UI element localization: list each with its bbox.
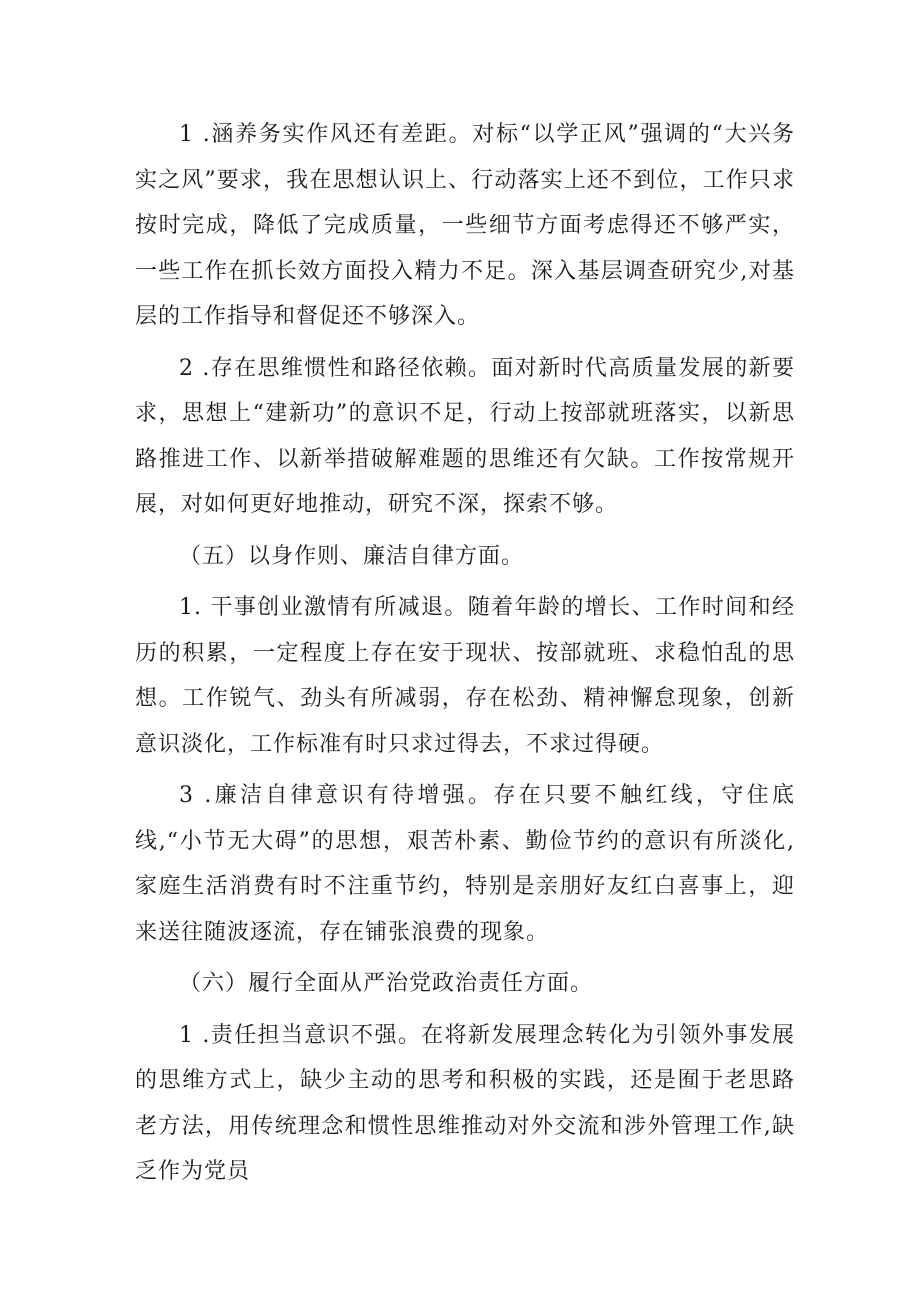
section-heading-five: （五）以身作则、廉洁自律方面。: [179, 543, 525, 569]
section-heading-six: （六）履行全面从严治党政治责任方面。: [179, 971, 594, 996]
paragraph-integrity-awareness: 3 .廉洁自律意识有待增强。存在只要不触红线，守住底线,“小节无大碍”的思想，艰苦朴素、勤俭节约的意识有所淡化,家庭生活消费有时不注重节约，特别是亲朋好友红白喜事上，迎来送往随波逐流，存在铺张浪费的现象。: [135, 783, 795, 945]
document-body: [135, 112, 795, 1201]
paragraph-responsibility: 1 .责任担当意识不强。在将新发展理念转化为引领外事发展的思维方式上，缺少主动的思考和积极的实践，还是囿于老思路老方法，用传统理念和惯性思维推动对外交流和涉外管理工作,缺乏作为党员: [135, 1022, 795, 1184]
paragraph-passion-decline: 1. 干事创业激情有所减退。随着年龄的增长、工作时间和经历的积累，一定程度上存在安于现状、按部就班、求稳怕乱的思想。工作锐气、劲头有所减弱，存在松劲、精神懈怠现象，创新意识淡化，工作标准有时只求过得去，不求过得硬。: [135, 595, 795, 757]
paragraph-work-style: 1 .涵养务实作风还有差距。对标“以学正风”强调的“大兴务实之风”要求，我在思想认识上、行动落实上还不到位，工作只求按时完成，降低了完成质量，一些细节方面考虑得还不够严实，一些工作在抓长效方面投入精力不足。深入基层调查研究少,对基层的工作指导和督促还不够深入。: [135, 122, 795, 329]
paragraph-thinking-inertia: 2 .存在思维惯性和路径依赖。面对新时代高质量发展的新要求，思想上“建新功”的意识不足，行动上按部就班落实，以新思路推进工作、以新举措破解难题的思维还有欠缺。工作按常规开展，对如何更好地推动，研究不深，探索不够。: [135, 355, 795, 517]
